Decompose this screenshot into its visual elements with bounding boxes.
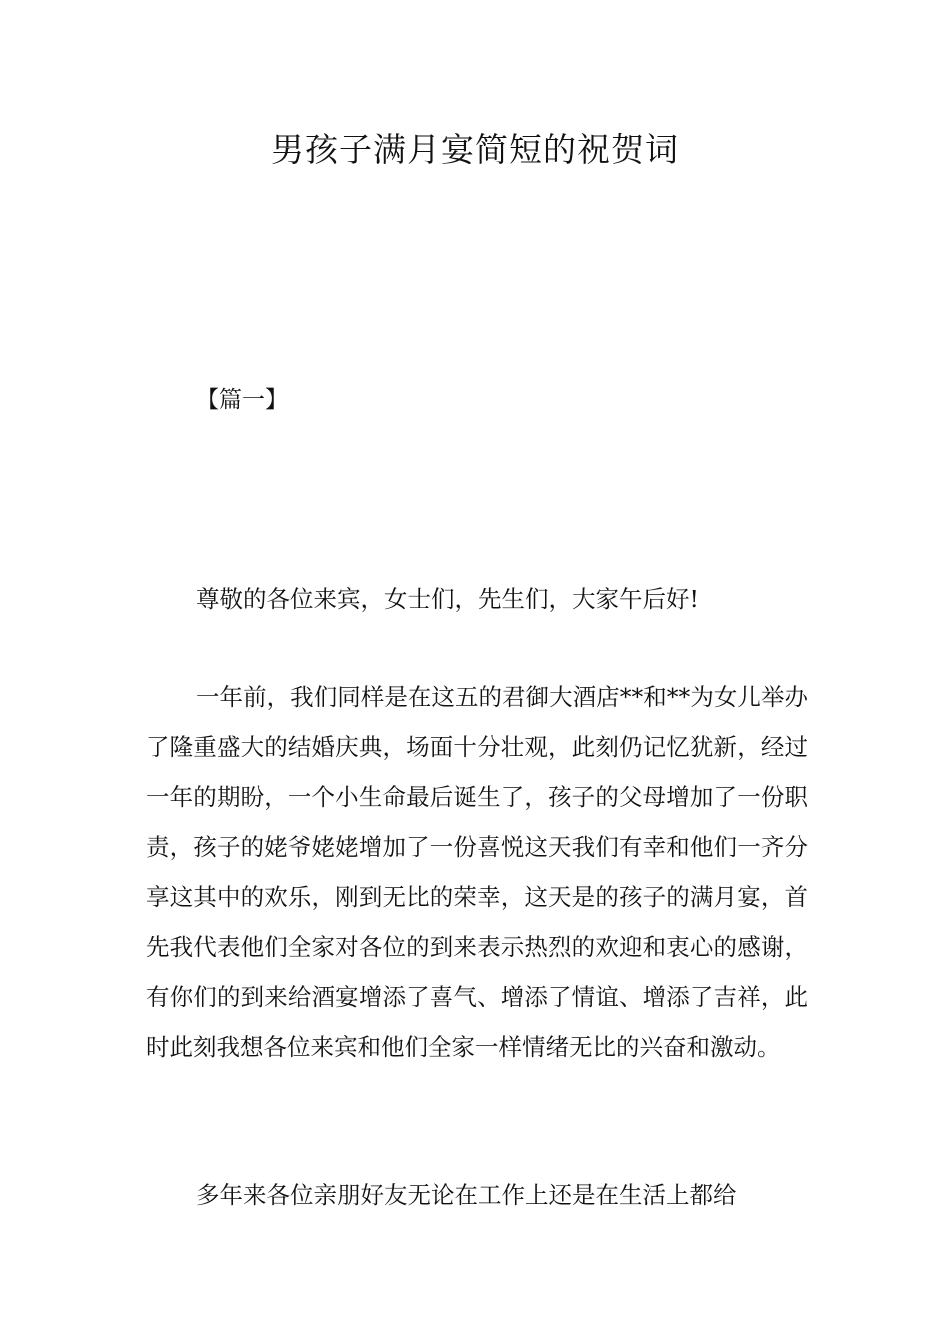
document-title: 男孩子满月宴简短的祝贺词	[271, 130, 679, 169]
section-label: 【篇一】	[196, 387, 288, 413]
paragraph-main: 一年前，我们同样是在这五的君御大酒店**和**为女儿举办了隆重盛大的结婚庆典，场面十分壮观，此刻仍记忆犹新，经过一年的期盼，一个小生命最后诞生了，孩子的父母增加了一份职责，孩子的姥爷姥姥增加了一份喜悦这天我们有幸和他们一齐分享这其中的欢乐，刚到无比的荣幸，这天是的孩子的满月宴，首先我代表他们全家对各位的到来表示热烈的欢迎和衷心的感谢，有你们的到来给酒宴增添了喜气、增添了情谊、增添了吉祥，此时此刻我想各位来宾和他们全家一样情绪无比的兴奋和激动。	[146, 683, 808, 1061]
paragraph-continuation: 多年来各位亲朋好友无论在工作上还是在生活上都给	[196, 1181, 737, 1209]
paragraph-greeting: 尊敬的各位来宾，女士们，先生们，大家午后好!	[196, 585, 699, 613]
